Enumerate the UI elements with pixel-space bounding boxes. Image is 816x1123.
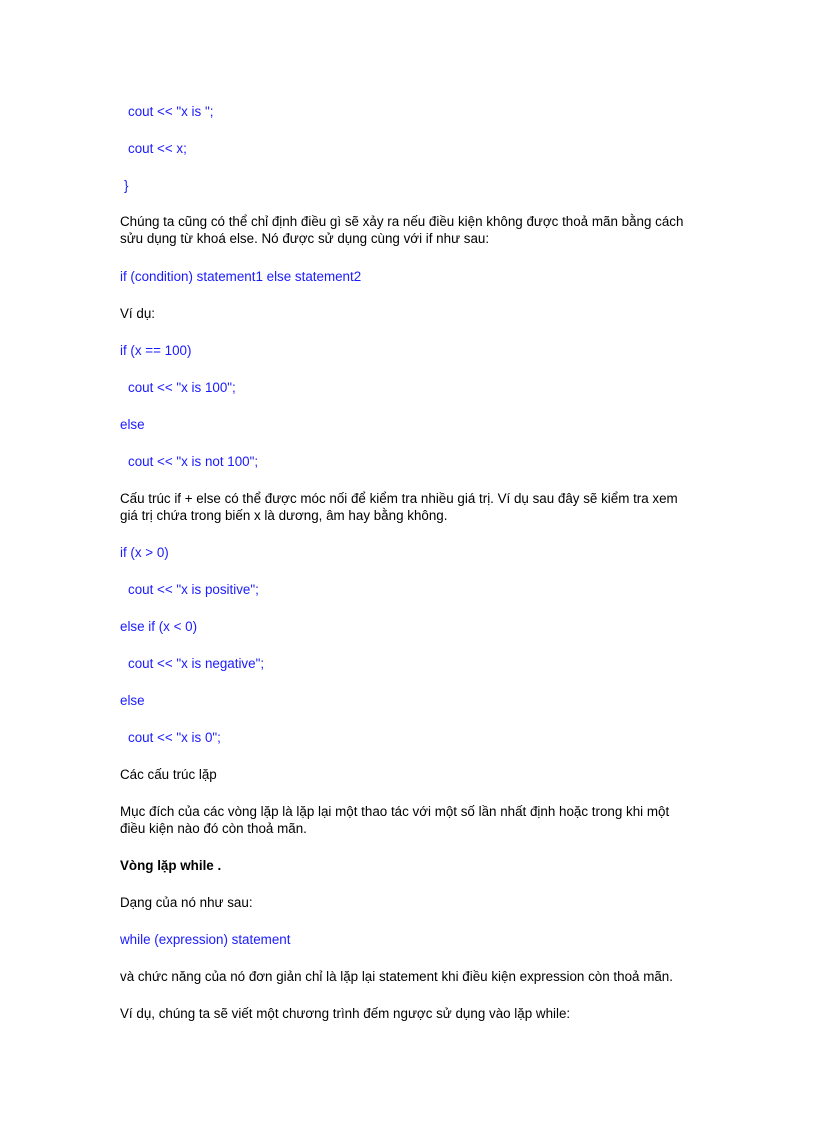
- code-line: cout << x;: [128, 141, 187, 156]
- code-line: cout << "x is negative";: [128, 656, 265, 671]
- code-line: }: [124, 178, 129, 193]
- code-line: else: [120, 417, 145, 432]
- code-line: cout << "x is 0";: [128, 730, 221, 745]
- paragraph-line: Cấu trúc if + else có thể được móc nối để kiểm tra nhiều giá trị. Ví dụ sau đây sẽ kiểm tra xem: [120, 491, 678, 506]
- section-heading: Các cấu trúc lặp: [120, 767, 217, 782]
- paragraph-line: và chức năng của nó đơn giản chỉ là lặp lại statement khi điều kiện expression còn thoả mãn.: [120, 969, 673, 984]
- subsection-heading: Vòng lặp while .: [120, 858, 222, 873]
- code-line: cout << "x is 100";: [128, 380, 236, 395]
- paragraph-line: điều kiện nào đó còn thoả mãn.: [120, 821, 307, 836]
- code-line: if (x == 100): [120, 343, 192, 358]
- paragraph-line: Dạng của nó như sau:: [120, 895, 253, 910]
- code-line: if (condition) statement1 else statement2: [120, 269, 362, 284]
- code-line: if (x > 0): [120, 545, 169, 560]
- code-line: else if (x < 0): [120, 619, 198, 634]
- paragraph-line: Chúng ta cũng có thể chỉ định điều gì sẽ xảy ra nếu điều kiện không được thoả mãn bằng cách: [120, 214, 684, 229]
- code-line: cout << "x is positive";: [128, 582, 259, 597]
- paragraph-line: sửu dụng từ khoá else. Nó được sử dụng cùng với if như sau:: [120, 231, 490, 246]
- paragraph-line: Ví dụ, chúng ta sẽ viết một chương trình đếm ngược sử dụng vào lặp while:: [120, 1006, 571, 1021]
- code-line: else: [120, 693, 145, 708]
- code-line: cout << "x is ";: [128, 104, 214, 119]
- code-line: cout << "x is not 100";: [128, 454, 259, 469]
- paragraph-line: giá trị chứa trong biến x là dương, âm hay bằng không.: [120, 508, 448, 523]
- paragraph-line: Ví dụ:: [120, 306, 155, 321]
- code-line: while (expression) statement: [120, 932, 291, 947]
- paragraph-line: Mục đích của các vòng lặp là lặp lại một thao tác với một số lần nhất định hoặc trong khi một: [120, 804, 670, 819]
